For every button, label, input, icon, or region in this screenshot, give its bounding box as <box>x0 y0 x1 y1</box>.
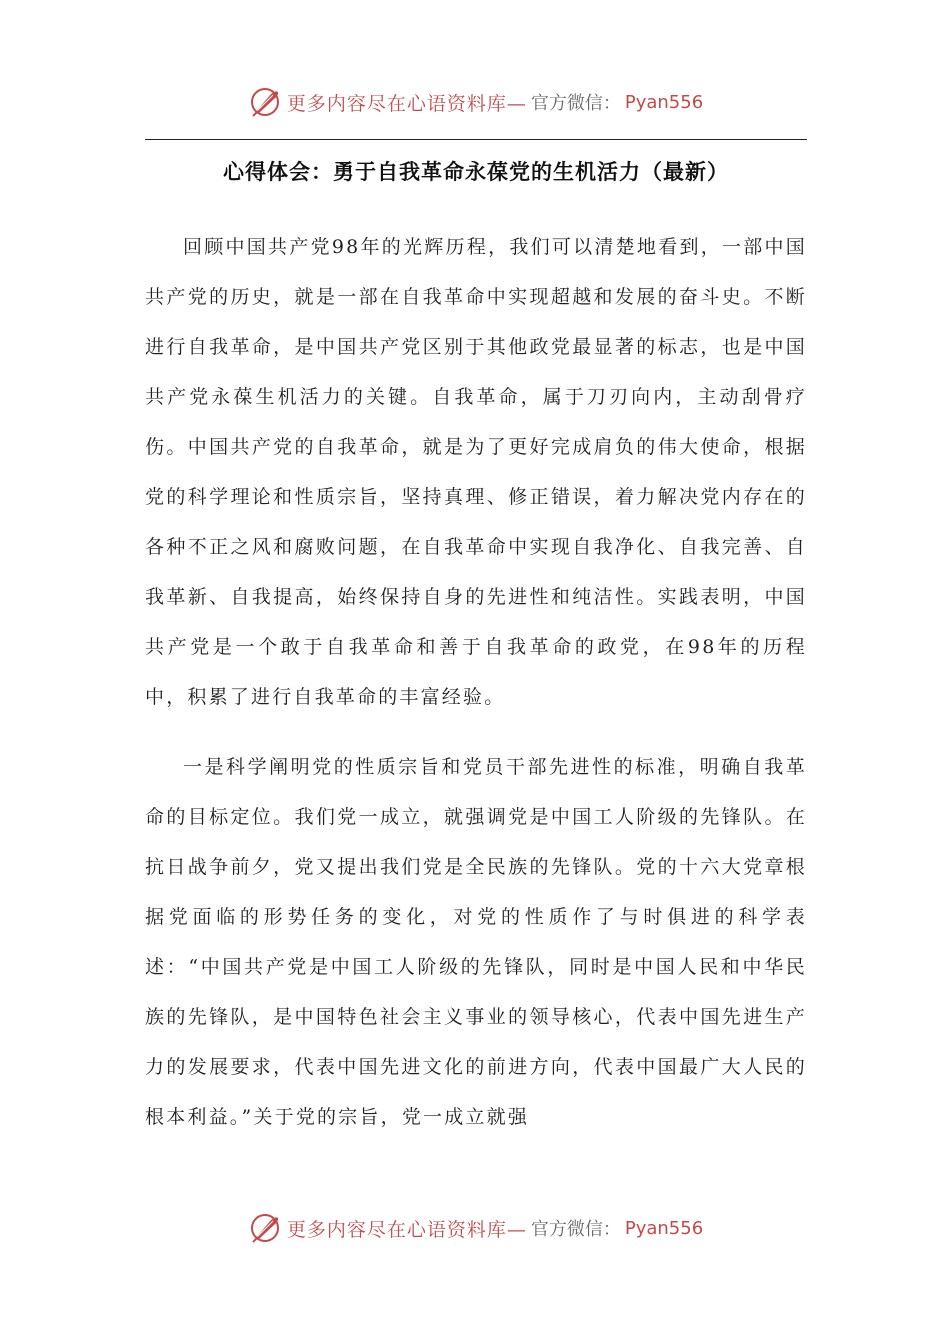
header-divider <box>145 139 807 140</box>
document-title: 心得体会：勇于自我革命永葆党的生机活力（最新） <box>223 160 729 184</box>
banner-slogan: 更多内容尽在心语资料库— <box>286 1218 527 1241</box>
quill-pen-logo-icon <box>247 84 283 120</box>
header-banner <box>0 82 950 122</box>
wechat-id: Pyan556 <box>624 1217 704 1239</box>
banner-slogan: 更多内容尽在心语资料库— <box>286 92 527 115</box>
document-body <box>145 222 807 1142</box>
quill-pen-logo-icon <box>247 1210 283 1246</box>
wechat-id: Pyan556 <box>624 91 704 113</box>
wechat-label: 官方微信： <box>530 1219 621 1240</box>
wechat-label: 官方微信： <box>530 93 621 114</box>
footer-banner <box>0 1208 950 1248</box>
body-paragraph-1: 回顾中国共产党98年的光辉历程，我们可以清楚地看到，一部中国共产党的历史，就是一部在自我革命中实现超越和发展的奋斗史。不断进行自我革命，是中国共产党区别于其他政党最显著的标志，也是中国共产党永葆生机活力的关键。自我革命，属于刀刃向内，主动刮骨疗伤。中国共产党的自我革命，就是为了更好完成肩负的伟大使命，根据党的科学理论和性质宗旨，坚持真理、修正错误，着力解决党内存在的各种不正之风和腐败问题，在自我革命中实现自我净化、自我完善、自我革新、自我提高，始终保持自身的先进性和纯洁性。实践表明，中国共产党是一个敢于自我革命和善于自我革命的政党，在98年的历程中，积累了进行自我革命的丰富经验。 <box>145 236 807 708</box>
body-paragraph-2: 一是科学阐明党的性质宗旨和党员干部先进性的标准，明确自我革命的目标定位。我们党一成立，就强调党是中国工人阶级的先锋队。在抗日战争前夕，党又提出我们党是全民族的先锋队。党的十六大党章根据党面临的形势任务的变化，对党的性质作了与时俱进的科学表述：“中国共产党是中国工人阶级的先锋队，同时是中国人民和中华民族的先锋队，是中国特色社会主义事业的领导核心，代表中国先进生产力的发展要求，代表中国先进文化的前进方向，代表中国最广大人民的根本利益。”关于党的宗旨，党一成立就强 <box>145 756 807 1128</box>
